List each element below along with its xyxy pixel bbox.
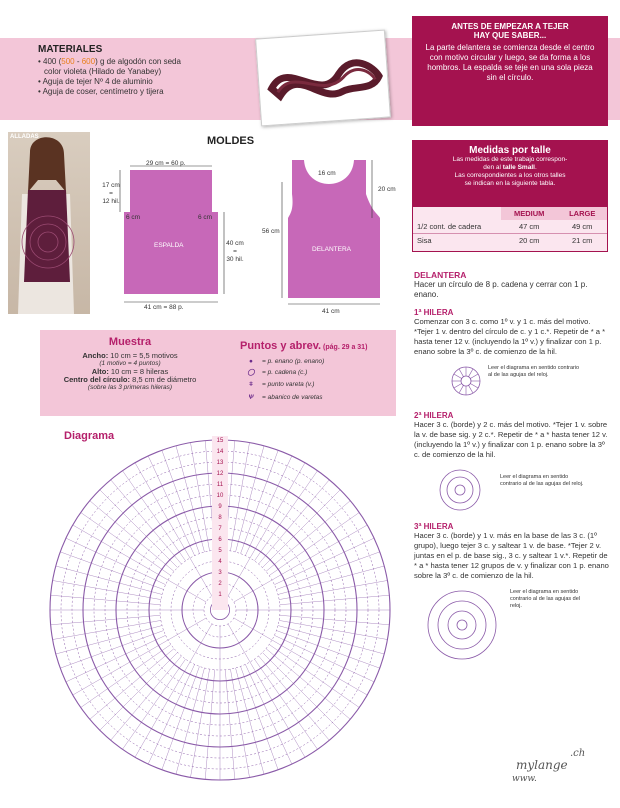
watermark — [510, 746, 610, 802]
yarn-skein-icon — [256, 31, 392, 128]
diagram-stitch-spoke — [236, 446, 264, 552]
diagram-row-number: 4 — [218, 559, 222, 565]
table-row: 1/2 cont. de cadera 47 cm 49 cm — [413, 220, 607, 234]
medidas-intro2: den al talle Small. — [483, 164, 537, 171]
espalda-top-measure: 29 cm = 60 p. — [146, 160, 186, 167]
hilera1-note-block — [414, 361, 610, 401]
diagram-row-number: 3 — [218, 570, 222, 576]
diagram-stitch-spoke — [241, 666, 279, 769]
photo-label: ALLADAS — [10, 134, 39, 140]
delantera-name: DELANTERA — [312, 246, 352, 253]
diagram-stitch-spoke — [73, 618, 206, 695]
diagram-stitch-spoke — [56, 566, 162, 594]
model-figure-icon — [8, 132, 90, 314]
espalda-left-measure: 17 cm = 12 hil. — [102, 182, 120, 205]
espalda-shoulder-left: 6 cm — [126, 214, 141, 221]
medidas-table-header — [413, 207, 607, 220]
antes-box — [412, 16, 608, 126]
diagram-stitch-spoke — [266, 501, 350, 572]
diagram-stitch-spoke — [56, 626, 162, 654]
moldes-title: MOLDES — [207, 135, 255, 147]
diagram-stitch-spoke — [278, 626, 384, 654]
muestra-section — [42, 336, 218, 392]
delantera-left-measure: 56 cm — [262, 228, 280, 235]
diagram-row-number: 6 — [218, 537, 222, 543]
hilera2-note: Leer el diagrama en sentido contrario al de las agujas del reloj. — [500, 474, 584, 487]
diagram-stitch-spoke — [262, 652, 340, 730]
muestra-centro-note: (sobre las 3 primeras hileras) — [87, 384, 173, 391]
hilera3-body: Hacer 3 c. (borde) y 1 v. más en la base de las 3 c. (1º grupo), luego tejer 3 c. y saltear 1 v. de base. *Tejer 2 v. juntas en el p. de base sig., 3 c. y saltear 1 v.*. Repetir de * a * hasta tener 12 grupos de v. y finalizar con 1 p. enano sobre la 3º c. de comienzo de la hil. — [414, 531, 609, 580]
hilera2-body: Hacer 3 c. (borde) y 2 c. más del motivo. *Tejer 1 v. sobre la v. de base sig. y 2 c.*. Repetir de * a * hasta tener 12 v. (incluyendo la 1º v.) y finalizar con 1 p. enano sobre la 3º c. de comienzo de la hil. — [414, 420, 608, 459]
diagram-stitch-spoke — [90, 649, 174, 720]
muestra-ancho: Ancho: 10 cm = 5,5 motivos — [82, 351, 178, 360]
delantera-strap-measure: 16 cm — [318, 170, 336, 177]
diagram-stitch-spoke — [73, 525, 206, 602]
espalda-right-measure: 40 cm = 30 hil. — [226, 240, 244, 263]
materiales-section — [38, 44, 268, 97]
diagram-row-number: 8 — [218, 515, 222, 521]
diagram-stitch-spoke — [100, 490, 178, 568]
puntos-item-cadena: ◯ = p. cadena (c.) — [240, 369, 400, 377]
diagram-stitch-spoke — [228, 624, 305, 757]
antes-title-line2: HAY QUE SABER... — [473, 31, 547, 40]
diagram-stitch-spoke — [234, 618, 367, 695]
puntos-section — [240, 336, 400, 402]
vareta-symbol-icon: ǂ — [249, 381, 253, 388]
puntos-item-abanico: Ѱ = abanico de varetas — [240, 394, 400, 402]
antes-body: La parte delantera se comienza desde el centro con motivo circular y luego, se da forma a los hombros. La espalda se teje en una sola pieza sin el círculo. — [425, 43, 595, 82]
cadena-symbol-icon: ◯ — [247, 369, 255, 376]
delantera-title: DELANTERA — [414, 270, 467, 280]
hilera2-note-block — [414, 466, 610, 518]
espalda-name: ESPALDA — [154, 242, 184, 249]
diagram-stitch-spoke — [111, 480, 182, 564]
materiales-line1: • 400 (500 - 600) g de algodón con seda — [38, 57, 181, 66]
hilera3-note-block — [414, 587, 610, 667]
diagram-stitch-spoke — [236, 668, 264, 774]
medidas-intro4: se indican en la siguiente tabla. — [464, 180, 556, 187]
hilera1-title: 1ª HILERA — [414, 308, 454, 317]
puntos-title: Puntos y abrev. (pág. 29 a 31) — [240, 340, 368, 352]
medidas-header — [413, 141, 607, 207]
diagram-stitch-spoke — [176, 446, 204, 552]
hilera1-body: Comenzar con 3 c. como 1º v. y 1 c. más del motivo. *Tejer 1 v. dentro del círculo de c. y 1 c.*. Repetir de * a * hasta tener 12 v. (incluyendo la 1º v.) y finalizar con 1 p. enano sobre la 3º c. de comienzo de la hil. — [414, 317, 606, 356]
yarn-photo — [255, 30, 391, 127]
diagram-stitch-spoke — [135, 463, 212, 596]
model-photo — [8, 132, 90, 314]
muestra-centro: Centro del círculo: 8,5 cm de diámetro — [63, 375, 197, 384]
round2-mini-diagram-icon — [436, 466, 484, 514]
hilera3-note: Leer el diagrama en sentido contrario al de las agujas del reloj. — [510, 589, 581, 609]
muestra-ancho-note: (1 motivo = 4 puntos) — [99, 360, 161, 367]
watermark-line3: www. — [512, 774, 537, 784]
watermark-line2: .ch — [570, 748, 586, 759]
hilera3-title: 3ª HILERA — [414, 522, 454, 531]
diagram-row-number: 12 — [216, 471, 224, 477]
round1-mini-diagram-icon — [448, 363, 484, 399]
diagram-stitch-spoke — [135, 624, 212, 757]
diagram-stitch-spoke — [266, 649, 350, 720]
espalda-bottom-measure: 41 cm = 88 p. — [144, 304, 184, 311]
delantera-intro: Hacer un círculo de 8 p. cadena y cerrar con 1 p. enano. — [414, 280, 588, 299]
puntos-item-vareta: ǂ = punto vareta (v.) — [240, 381, 400, 389]
diagram-stitch-spoke — [262, 490, 340, 568]
col-large: LARGE — [557, 207, 607, 220]
muestra-alto: Alto: 10 cm = 8 hileras — [91, 367, 169, 376]
diagram-stitch-spoke — [228, 463, 305, 596]
medidas-intro3: Las correspondientes a los otros talles — [454, 172, 566, 179]
diagram-stitch-spoke — [241, 450, 279, 553]
diagram-stitch-spoke — [176, 668, 204, 774]
medidas-box — [412, 140, 608, 252]
diagram-row-number: 15 — [216, 438, 224, 444]
diagram-stitch-spoke — [90, 501, 174, 572]
diagram-stitch-spoke — [111, 656, 182, 740]
diagram-stitch-spoke — [234, 525, 367, 602]
muestra-title: Muestra — [108, 336, 152, 348]
diagram-row-number: 9 — [218, 504, 222, 510]
crochet-diagram — [36, 426, 404, 794]
diagram-row-number: 14 — [216, 449, 224, 455]
diagram-row-number: 2 — [218, 581, 222, 587]
materiales-line3: • Aguja de tejer Nº 4 de aluminio — [38, 77, 153, 86]
materiales-line2: color violeta (Hilado de Yanabey) — [44, 67, 162, 76]
medidas-table — [413, 207, 607, 247]
abanico-symbol-icon: Ѱ — [248, 394, 254, 401]
diagram-row-number: 11 — [216, 482, 224, 488]
col-medium: MEDIUM — [501, 207, 557, 220]
delantera-side-measure: 20 cm — [378, 186, 396, 193]
diagram-row-number: 5 — [218, 548, 222, 554]
diagram-row-number: 13 — [216, 460, 224, 466]
materiales-title: MATERIALES — [38, 44, 103, 55]
table-row: Sisa 20 cm 21 cm — [417, 236, 593, 245]
diagram-row-number: 1 — [218, 592, 222, 598]
diagram-row-number: 7 — [218, 526, 222, 532]
puntos-item-enano: ● = p. enano (p. enano) — [240, 358, 400, 366]
diagrama-title: Diagrama — [64, 430, 115, 442]
espalda-shoulder-right: 6 cm — [198, 214, 213, 221]
medidas-title: Medidas por talle — [469, 145, 551, 156]
diagram-stitch-spoke — [60, 552, 163, 590]
medidas-intro1: Las medidas de este trabajo correspon- — [452, 156, 568, 163]
hilera2-title: 2ª HILERA — [414, 411, 454, 420]
enano-symbol-icon: ● — [249, 358, 253, 365]
espalda-pattern — [100, 152, 260, 312]
diagram-row-number: 10 — [216, 493, 224, 499]
round3-mini-diagram-icon — [424, 587, 500, 663]
delantera-bottom-measure: 41 cm — [322, 308, 340, 315]
diagram-stitch-spoke — [100, 652, 178, 730]
materiales-line4: • Aguja de coser, centímetro y tijera — [38, 87, 164, 96]
hilera1-note: Leer el diagrama en sentido contrario al de las agujas del reloj. — [488, 365, 580, 378]
watermark-line1: mylange — [516, 758, 568, 772]
diagram-stitch-spoke — [278, 566, 384, 594]
delantera-instructions — [414, 270, 610, 667]
antes-title-line1: ANTES DE EMPEZAR A TEJER — [451, 22, 569, 31]
